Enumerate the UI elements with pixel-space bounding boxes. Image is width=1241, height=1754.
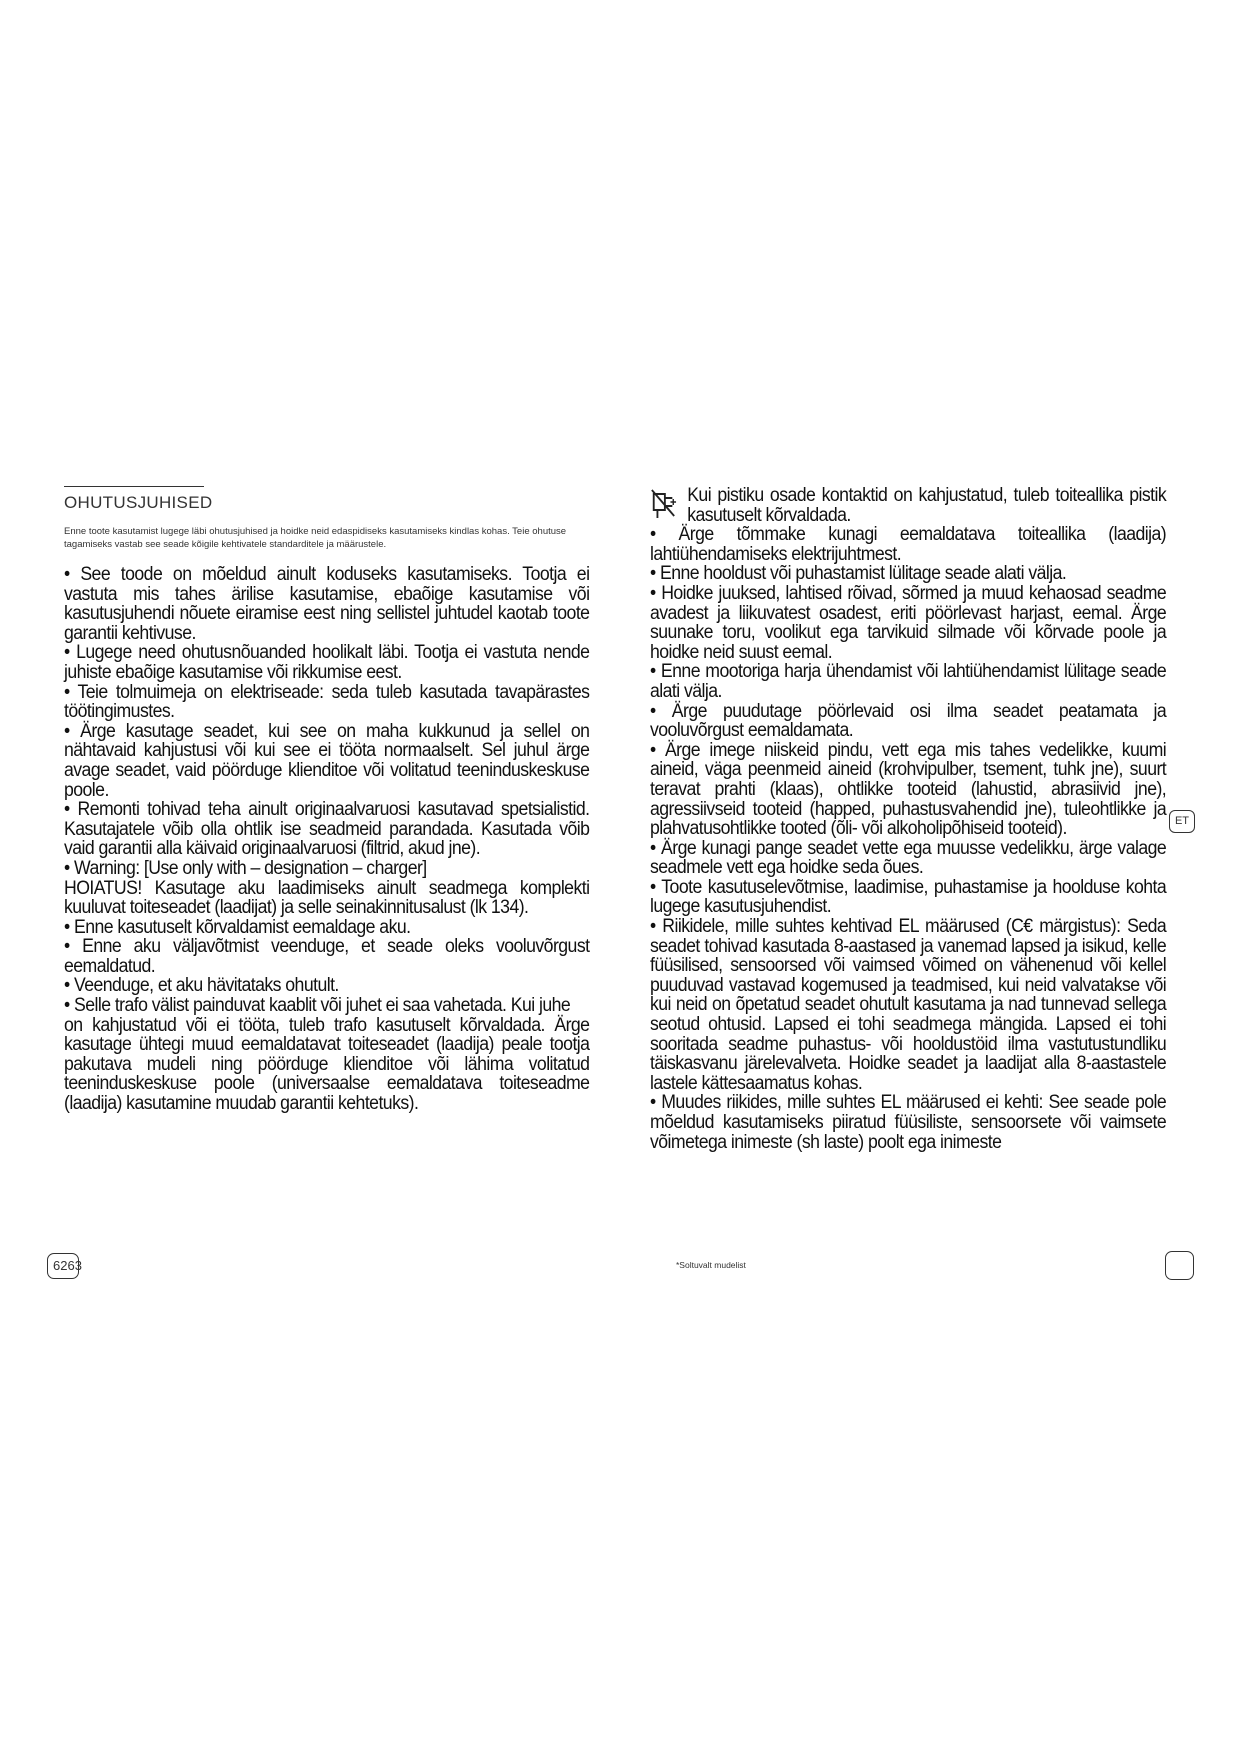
paragraph: • Ärge imege niiskeid pindu, vett ega mis tahes vedelikke, kuumi aineid, väga peenmeid aineid (krohvipulber, tsement, tuhk jne), suurt teravat prahti (klaas), ohtlikke tooteid (lahustid, abrasiivid jne), agressiivseid tooteid (happed, puhastusvahendid jne), tuleohtlikke ja plahvatusohtlikke tooted (õli- või alkoholipõhiseid tooteid). (650, 739, 1167, 840)
left-body (64, 565, 589, 1114)
paragraph: • Selle trafo välist painduvat kaablit või juhet ei saa vahetada. Kui juhe (64, 995, 571, 1017)
paragraph: • Riikidele, mille suhtes kehtivad EL määrused (C€ märgistus): Seda seadet tohivad kasutada 8-aastased ja vanemad lapsed ja isikud, kelle füüsilised, sensoorsed või vaimsed võimed on vähenenud või kellel puuduvad vastavad kogemused ja teadmised, kui neid valvatakse või kui neid on õpetatud seadet ohutult kasutama ja nad tunnevad sellega seotud ohtusid. Lapsed ei tohi seadmega mängida. Lapsed ei tohi sooritada seadme puhastus- või hooldustöid ilma vastutustundliku täiskasvanu järelevalveta. Hoidke seadet ja laadijat alla 8-aastastele lastele kättesaamatus kohas. (650, 916, 1167, 1094)
paragraph: on kahjustatud või ei tööta, tuleb trafo kasutuselt kõrvaldada. Ärge kasutage ühtegi muud eemaldatavat toiteseadet (laadija) peale tootja pakutava mudeli ning pöörduge klienditoe või lähima volitatud teeninduskeskuse poole (universaalse eemaldatava toiteseadme (laadija) kasutamine muudab garantii kehtetuks). (64, 1014, 590, 1115)
paragraph: • Enne mootoriga harja ühendamist või lahtiühendamist lülitage seade alati välja. (650, 661, 1167, 702)
left-page (64, 486, 590, 1115)
paragraph: • Ärge puudutage pöörlevaid osi ilma seadet peatamata ja vooluvõrgust eemaldamata. (650, 700, 1167, 742)
paragraph: • Teie tolmuimeja on elektriseade: seda tuleb kasutada tavapärastes töötingimustes. (64, 681, 590, 723)
paragraph: • Hoidke juuksed, lahtised rõivad, sõrmed ja muud kehaosad seadme avadest ja liikuvatest osadest, eriti pöörlevast harjast, eemal. Ärge suunake toru, voolikut ega tarvikuid silmade või kõrvade poole ja hoidke neid suust eemal. (650, 582, 1167, 663)
paragraph: • See toode on mõeldud ainult koduseks kasutamiseks. Tootja ei vastuta mis tahes ärilise kasutamise, ebaõige kasutamise või kasutusjuhendi nõuete eiramise eest ning sellistel juhtudel kaotab toote garantii kehtivuse. (64, 564, 590, 644)
section-title: OHUTUSJUHISED (64, 486, 204, 513)
unplug-text: Kui pistiku osade kontaktid on kahjustatud, tuleb toiteallika pistik kasutuselt kõrvaldada. (687, 485, 1167, 526)
page-number-text: 6263 (53, 1258, 82, 1273)
paragraph: • Lugege need ohutusnõuanded hoolikalt läbi. Tootja ei vastuta nende juhiste ebaõige kasutamise või rikkumise eest. (64, 642, 590, 683)
paragraph: • Enne aku väljavõtmist veenduge, et seade oleks vooluvõrgust eemaldatud. (64, 936, 590, 977)
paragraph: • Warning: [Use only with – designation – charger] (64, 857, 427, 879)
right-body (650, 486, 1166, 1152)
unplug-warning (650, 486, 1166, 525)
paragraph: • Muudes riikides, mille suhtes EL määrused ei kehti: See seade pole mõeldud kasutamiseks piiratud füüsiliste, sensoorsete või vaimsete võimetega inimeste (sh laste) poolt ega inimeste (650, 1092, 1167, 1153)
page-number-left (47, 1253, 82, 1279)
paragraph: • Enne kasutuselt kõrvaldamist eemaldage aku. (64, 916, 411, 938)
paragraph: • Veenduge, et aku hävitataks ohutult. (64, 975, 339, 997)
paragraph: • Ärge kunagi pange seadet vette ega muusse vedelikku, ärge valage seadmele vett ega hoidke seda õues. (650, 837, 1167, 879)
unplug-warning-icon (650, 488, 682, 522)
intro-text: Enne toote kasutamist lugege läbi ohutusjuhised ja hoidke neid edaspidiseks kasutamiseks kindlas kohas. Teie ohutuse tagamiseks vastab see seade kõigile kehtivatele standarditele ja määrustele. (64, 526, 567, 550)
footnote: *Soltuvalt mudelist (676, 1260, 746, 1270)
language-badge: ET (1169, 810, 1195, 833)
right-page (650, 486, 1165, 1152)
paragraph: • Remonti tohivad teha ainult originaalvaruosi kasutavad spetsialistid. Kasutajatele võib olla ohtlik ise seadmeid parandada. Kasutada võib vaid garantii alla käivaid originaalvaruosi (filtrid, akud jne). (64, 799, 590, 860)
paragraph: • Enne hooldust või puhastamist lülitage seade alati välja. (650, 563, 1067, 585)
paragraph: • Toote kasutuselevõtmise, laadimise, puhastamise ja hoolduse kohta lugege kasutusjuhendist. (650, 876, 1167, 918)
paragraph: HOIATUS! Kasutage aku laadimiseks ainult seadmega komplekti kuuluvat toiteseadet (laadijat) ja selle seinakinnitusalust (lk 134). (64, 877, 590, 919)
page-number-right (1165, 1251, 1194, 1280)
paragraph: • Ärge tõmmake kunagi eemaldatava toiteallika (laadija) lahtiühendamiseks elektrijuhtmest. (650, 524, 1167, 565)
paragraph: • Ärge kasutage seadet, kui see on maha kukkunud ja sellel on nähtavaid kahjustusi või kui see ei tööta normaalselt. Sel juhul ärge avage seadet, vaid pöörduge klienditoe või volitatud teeninduskeskuse poole. (64, 720, 590, 801)
